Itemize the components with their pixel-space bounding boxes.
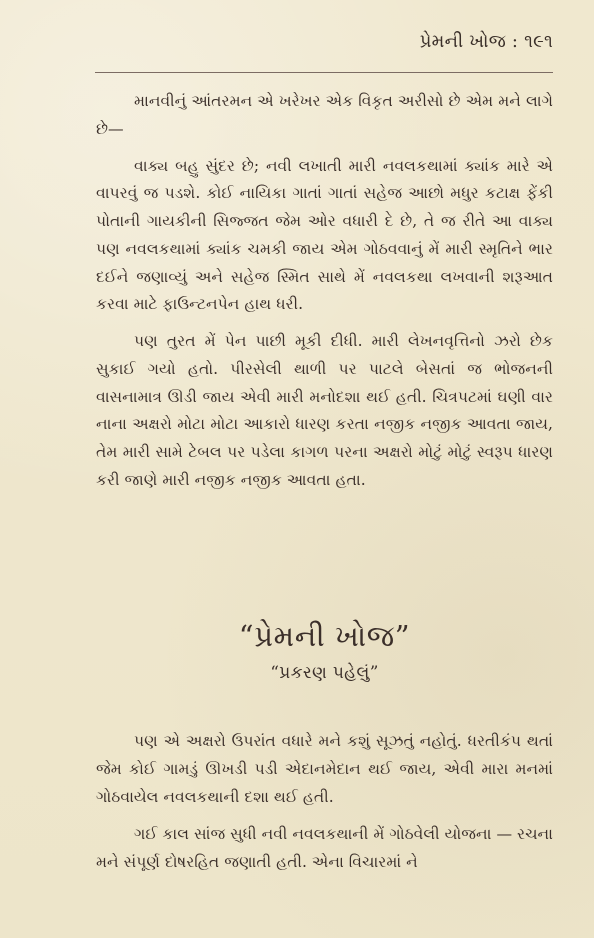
chapter-title: “પ્રેમની ખોજ” [238,619,411,653]
paragraph-1: માનવીનું આંતરમન એ ખરેખર એક વિકૃત અરીસો છે એમ મને લાગે છે— [96,92,553,138]
chapter-paragraph-2: ગઈ કાલ સાંજ સુધી નવી નવલકથાની મેં ગોઠવેલી યોજના — રચના મને સંપૂર્ણ દોષરહિત જણાતી હતી. એના વિચારમાં ને [96,825,553,871]
chapter-paragraph-1: પણ એ અક્ષરો ઉપરાંત વધારે મને કશું સૂઝતું નહોતું. ધરતીકંપ થતાં જેમ કોઈ ગામડું ઊખડી પડી એદાનમેદાન થઈ જાય, એવી મારા મનમાં ગોઠવાયેલ નવલકથાની દશા થઈ હતી. [96,732,553,806]
chapter-subtitle: “પ્રકરણ પહેલું” [270,663,379,684]
header-rule [95,72,553,73]
paragraph-2: વાક્ય બહુ સુંદર છે; નવી લખાતી મારી નવલકથામાં ક્યાંક મારે એ વાપરવું જ પડશે. કોઈ નાયિકા ગાતાં ગાતાં સહેજ આછો મધુર કટાક્ષ ફેંકી પોતાની ગાયકીની સિજ્જત જેમ ઓર વધારી દે છે, તે જ રીતે આ વાક્ય પણ નવલકથામાં ક્યાંક ચમકી જાય એમ ગોઠવવાનું મેં મારી સ્મૃતિને ભાર દઈને જણાવ્યું અને સહેજ સ્મિત સાથે મેં નવલકથા લખવાની શરૂઆત કરવા માટે ફાઉન્ટનપેન હાથ ધરી. [96,156,553,314]
chapter-heading [96,621,553,683]
paragraph-3: પણ તુરત મેં પેન પાછી મૂકી દીધી. મારી લેખનવૃત્તિનો ઝરો છેક સુકાઈ ગયો હતો. પીરસેલી થાળી પર પાટલે બેસતાં જ ભોજનની વાસનામાત્ર ઊડી જાય એવી મારી મનોદશા થઈ હતી. ચિત્રપટમાં ઘણી વાર નાના અક્ષરો મોટા મોટા આકારો ધારણ કરતા નજીક નજીક આવતા જાય, તેમ મારી સામે ટેબલ પર પડેલા કાગળ પરના અક્ષરો મોટું મોટું સ્વરૂપ ધારણ કરી જાણે મારી નજીક નજીક આવતા હતા. [96,332,553,489]
chapter-body-text [96,728,553,887]
page-header: પ્રેમની ખોજ : ૧૯૧ [419,31,553,52]
body-text [96,88,553,504]
